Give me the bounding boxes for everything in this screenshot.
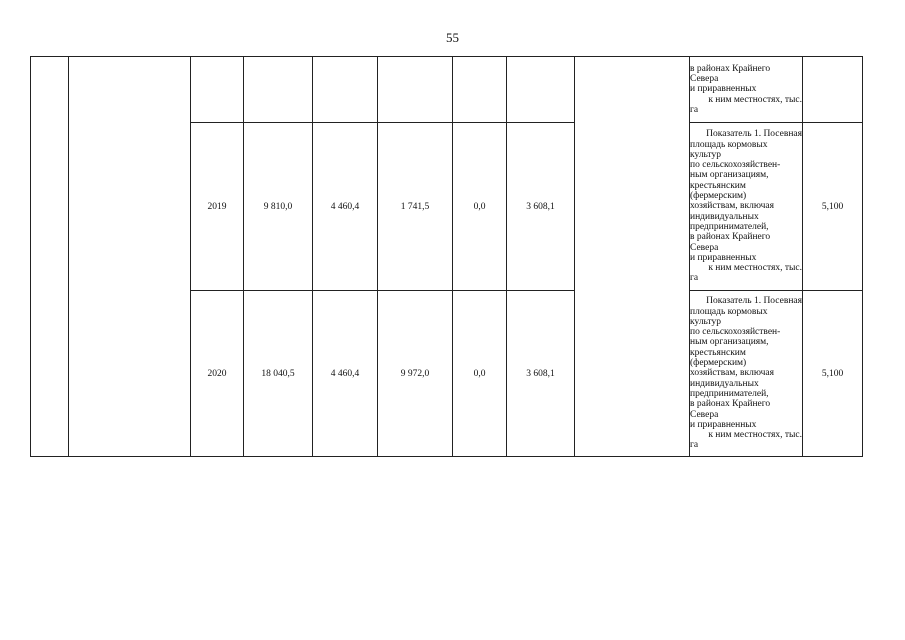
value-cell: 9 810,0: [244, 123, 313, 291]
page-number: 55: [446, 30, 459, 45]
value-cell: 4 460,4: [313, 123, 378, 291]
indicator-line: Севера: [690, 74, 719, 85]
indicator-cell: [690, 123, 803, 291]
cell-c5: [507, 57, 575, 123]
indicator-line: и приравненных: [690, 252, 757, 263]
cell-c2: [313, 57, 378, 123]
indicator-line: ным организациям,: [690, 337, 769, 348]
indicator-line: га: [690, 104, 699, 115]
cell-executor: [575, 57, 690, 457]
indicator-line: по сельскохозяйствен-: [690, 327, 781, 338]
indicator-line: крестьянским: [690, 180, 746, 191]
indicator-line: к ним местностях, тыс.: [708, 94, 802, 105]
indicator-line: в районах Крайнего: [690, 232, 771, 243]
indicator-line: площадь кормовых: [690, 306, 768, 317]
indicator-line: и приравненных: [690, 419, 757, 430]
value-cell: 0,0: [453, 123, 507, 291]
cell-year: [191, 57, 244, 123]
cell-c3: [378, 57, 453, 123]
indicator-cell: [690, 291, 803, 457]
indicator-line: по сельскохозяйствен-: [690, 160, 781, 171]
cell-name: [69, 57, 191, 457]
data-table: [30, 56, 863, 457]
value-cell: 3 608,1: [507, 123, 575, 291]
indicator-line: Севера: [690, 409, 719, 420]
indicator-line: площадь кормовых: [690, 139, 768, 150]
value-cell: 4 460,4: [313, 291, 378, 457]
indicator-line: культур: [690, 149, 722, 160]
value-cell: 3 608,1: [507, 291, 575, 457]
indicator-line: в районах Крайнего: [690, 63, 771, 74]
indicator-line: индивидуальных: [690, 378, 759, 389]
year-cell: 2019: [191, 123, 244, 291]
value-cell: 1 741,5: [378, 123, 453, 291]
indicator-line: Показатель 1. Посевная: [706, 129, 802, 140]
indicator-line: (фермерским): [690, 358, 747, 369]
indicator-line: ным организациям,: [690, 170, 769, 181]
indicator-cell: [690, 57, 803, 123]
indicator-line: га: [690, 440, 699, 451]
indicator-line: га: [690, 273, 699, 284]
table-row-continued: [31, 57, 863, 123]
indicator-line: предпринимателей,: [690, 388, 769, 399]
indicator-line: предпринимателей,: [690, 221, 769, 232]
indicator-line: крестьянским: [690, 347, 746, 358]
indicator-line: к ним местностях, тыс.: [708, 263, 802, 274]
indicator-line: и приравненных: [690, 84, 757, 95]
value-cell: 18 040,5: [244, 291, 313, 457]
indicator-line: хозяйствам, включая: [690, 368, 774, 379]
indicator-line: хозяйствам, включая: [690, 201, 774, 212]
cell-number: [31, 57, 69, 457]
indicator-value: 5,100: [803, 123, 863, 291]
indicator-line: (фермерским): [690, 191, 747, 202]
cell-c4: [453, 57, 507, 123]
indicator-line: культур: [690, 316, 722, 327]
indicator-line: индивидуальных: [690, 211, 759, 222]
indicator-value-cell: [803, 57, 863, 123]
value-cell: 9 972,0: [378, 291, 453, 457]
indicator-line: к ним местностях, тыс.: [708, 430, 802, 441]
year-cell: 2020: [191, 291, 244, 457]
indicator-value: 5,100: [803, 291, 863, 457]
indicator-line: в районах Крайнего: [690, 399, 771, 410]
indicator-line: Севера: [690, 242, 719, 253]
indicator-line: Показатель 1. Посевная: [706, 296, 802, 307]
value-cell: 0,0: [453, 291, 507, 457]
cell-c1: [244, 57, 313, 123]
